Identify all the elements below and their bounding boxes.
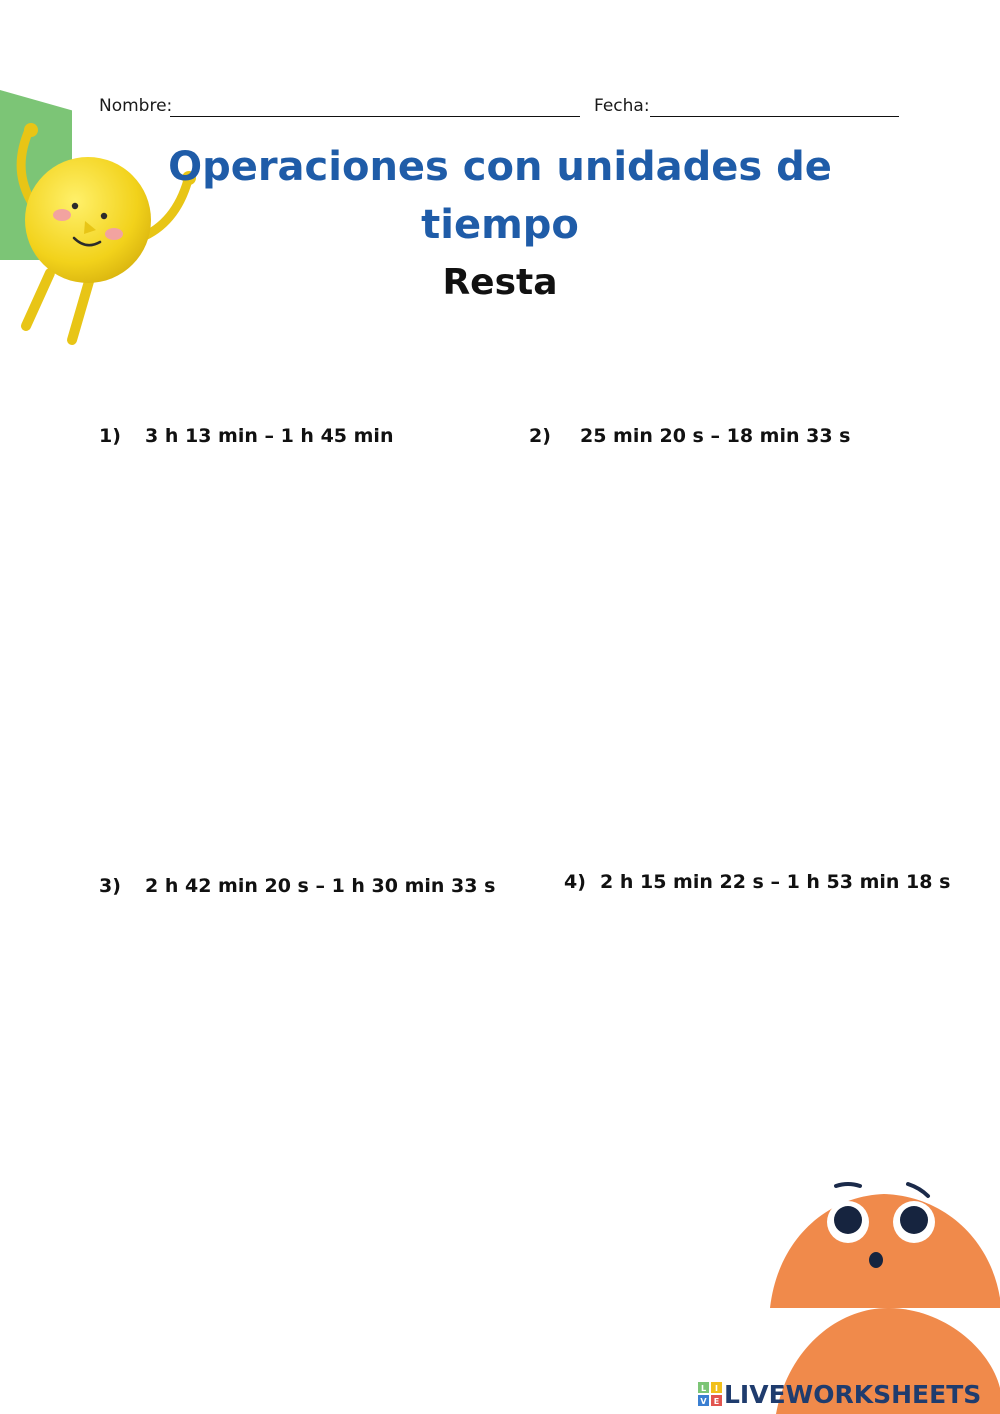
nombre-label: Nombre: (99, 96, 173, 116)
liveworksheets-logo-icon (698, 1382, 722, 1406)
exercise-number: 4) (564, 871, 586, 893)
nombre-field[interactable] (170, 116, 580, 117)
fecha-field[interactable] (650, 116, 899, 117)
exercise-expression: 3 h 13 min – 1 h 45 min (145, 425, 394, 447)
exercise-3 (99, 875, 495, 897)
exercise-4 (564, 871, 950, 893)
exercise-number: 1) (99, 425, 121, 447)
exercise-expression: 25 min 20 s – 18 min 33 s (580, 425, 851, 447)
page-subtitle: Resta (442, 262, 558, 303)
page-title: Operaciones con unidades de tiempo (168, 144, 832, 248)
exercise-2 (529, 425, 850, 447)
svg-text:L: L (700, 1384, 707, 1393)
svg-text:E: E (713, 1397, 720, 1406)
exercise-1 (99, 425, 393, 447)
brand-name: LIVEWORKSHEETS (724, 1379, 982, 1409)
exercise-number: 2) (529, 425, 551, 447)
exercise-number: 3) (99, 875, 121, 897)
brand-watermark (698, 1377, 981, 1411)
svg-text:V: V (700, 1397, 707, 1406)
exercise-expression: 2 h 42 min 20 s – 1 h 30 min 33 s (145, 875, 496, 897)
svg-text:I: I (715, 1384, 718, 1393)
fecha-label: Fecha: (594, 96, 650, 116)
exercise-expression: 2 h 15 min 22 s – 1 h 53 min 18 s (600, 871, 951, 893)
